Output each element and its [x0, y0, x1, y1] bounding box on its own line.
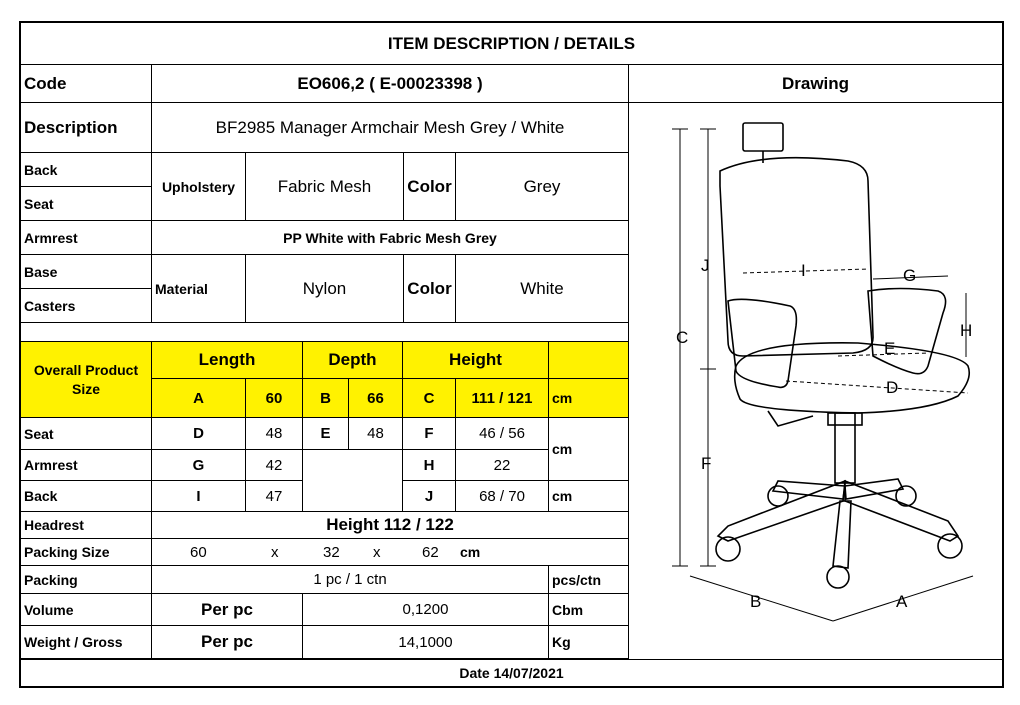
dim-line-d — [786, 381, 968, 393]
drawing-label: Drawing — [629, 65, 1002, 103]
weight-value: 14,1000 — [303, 626, 549, 659]
packing-height: 62 — [422, 543, 439, 561]
right-armrest — [868, 289, 946, 374]
packing-width: 32 — [323, 543, 340, 561]
dim-a-letter: A — [152, 379, 246, 418]
color-value: Grey — [456, 153, 629, 221]
letter-g: G — [903, 266, 917, 285]
dim-g-value: 42 — [246, 450, 303, 481]
seat-dims-label: Seat — [21, 418, 152, 450]
dim-h-letter: H — [403, 450, 456, 481]
volume-unit: Cbm — [549, 594, 629, 626]
overall-unit: cm — [549, 379, 629, 418]
overall-size-label — [21, 342, 152, 418]
spacer-row — [21, 323, 629, 342]
headrest-label: Headrest — [21, 512, 152, 539]
packing-x2: x — [373, 543, 381, 561]
base-color-label: Color — [404, 255, 456, 323]
dim-f-letter: F — [403, 418, 456, 450]
letter-d: D — [886, 378, 899, 397]
armrest-back-empty — [303, 450, 403, 512]
dim-j-letter: J — [403, 481, 456, 512]
dim-h-value: 22 — [456, 450, 549, 481]
upholstery-value: Fabric Mesh — [246, 153, 404, 221]
sheet-title: ITEM DESCRIPTION / DETAILS — [21, 23, 1002, 65]
back-label: Back — [21, 153, 152, 187]
weight-per: Per pc — [152, 626, 303, 659]
armrest-label: Armrest — [21, 221, 152, 255]
packing-unit-cell: pcs/ctn — [549, 566, 629, 594]
chair-outline — [716, 123, 969, 588]
armrest-value: PP White with Fabric Mesh Grey — [152, 221, 629, 255]
dim-a-value: 60 — [246, 379, 303, 418]
base-leg-front — [833, 501, 851, 568]
dim-d-value: 48 — [246, 418, 303, 450]
packing-value: 1 pc / 1 ctn — [152, 566, 549, 594]
caster-5 — [827, 566, 849, 588]
dim-c-letter: C — [403, 379, 456, 418]
unit-header-empty — [549, 342, 629, 379]
caster-4 — [896, 486, 916, 506]
length-header: Length — [152, 342, 303, 379]
letter-a: A — [896, 592, 908, 611]
caster-3 — [768, 486, 788, 506]
date-footer: Date 14/07/2021 — [21, 659, 1002, 686]
letter-b: B — [750, 592, 762, 611]
armrest-dims-label: Armrest — [21, 450, 152, 481]
letter-f: F — [701, 454, 712, 473]
left-armrest — [728, 299, 796, 387]
height-header: Height — [403, 342, 549, 379]
dim-i-value: 47 — [246, 481, 303, 512]
dim-c-value: 111 / 121 — [456, 379, 549, 418]
code-value: EO606,2 ( E-00023398 ) — [152, 65, 629, 103]
depth-header: Depth — [303, 342, 403, 379]
dim-d-letter: D — [152, 418, 246, 450]
weight-label: Weight / Gross — [21, 626, 152, 659]
base-label: Base — [21, 255, 152, 289]
letter-i: I — [801, 261, 806, 280]
seat-armrest-unit: cm — [549, 418, 629, 481]
dim-b-value: 66 — [349, 379, 403, 418]
back-unit: cm — [549, 481, 629, 512]
base-color-value: White — [456, 255, 629, 323]
description-value: BF2985 Manager Armchair Mesh Grey / White — [152, 103, 629, 153]
upholstery-label: Upholstery — [152, 153, 246, 221]
volume-per: Per pc — [152, 594, 303, 626]
packing-size-value — [152, 539, 629, 566]
lift-top — [828, 413, 862, 425]
back-dims-label: Back — [21, 481, 152, 512]
headrest-value: Height 112 / 122 — [152, 512, 629, 539]
base-leg-left — [718, 481, 845, 541]
base-leg-back-right — [845, 479, 903, 499]
letter-j: J — [701, 256, 710, 275]
gas-lift — [835, 413, 855, 483]
weight-unit: Kg — [549, 626, 629, 659]
dim-f-value: 46 / 56 — [456, 418, 549, 450]
letter-e: E — [884, 339, 896, 358]
material-label: Material — [152, 255, 246, 323]
color-label: Color — [404, 153, 456, 221]
letter-h: H — [960, 321, 973, 340]
dim-e-value: 48 — [349, 418, 403, 450]
dim-g-letter: G — [152, 450, 246, 481]
code-label: Code — [21, 65, 152, 103]
chair-drawing — [628, 81, 983, 636]
seat-label: Seat — [21, 187, 152, 221]
packing-length: 60 — [190, 543, 207, 561]
packing-size-label: Packing Size — [21, 539, 152, 566]
dim-line-b — [690, 576, 833, 621]
dim-b-letter: B — [303, 379, 349, 418]
packing-x1: x — [271, 543, 279, 561]
casters-label: Casters — [21, 289, 152, 323]
headrest-shape — [743, 123, 783, 151]
tilt-lever — [768, 411, 813, 426]
letter-c: C — [676, 328, 689, 347]
dimension-lines — [672, 129, 973, 621]
overall-size-text: Overall Product Size — [33, 361, 139, 397]
description-label: Description — [21, 103, 152, 153]
volume-value: 0,1200 — [303, 594, 549, 626]
packing-label: Packing — [21, 566, 152, 594]
dim-e-letter: E — [303, 418, 349, 450]
volume-label: Volume — [21, 594, 152, 626]
packing-unit: cm — [460, 544, 481, 560]
caster-2 — [938, 534, 962, 558]
dim-i-letter: I — [152, 481, 246, 512]
dim-j-value: 68 / 70 — [456, 481, 549, 512]
material-value: Nylon — [246, 255, 404, 323]
